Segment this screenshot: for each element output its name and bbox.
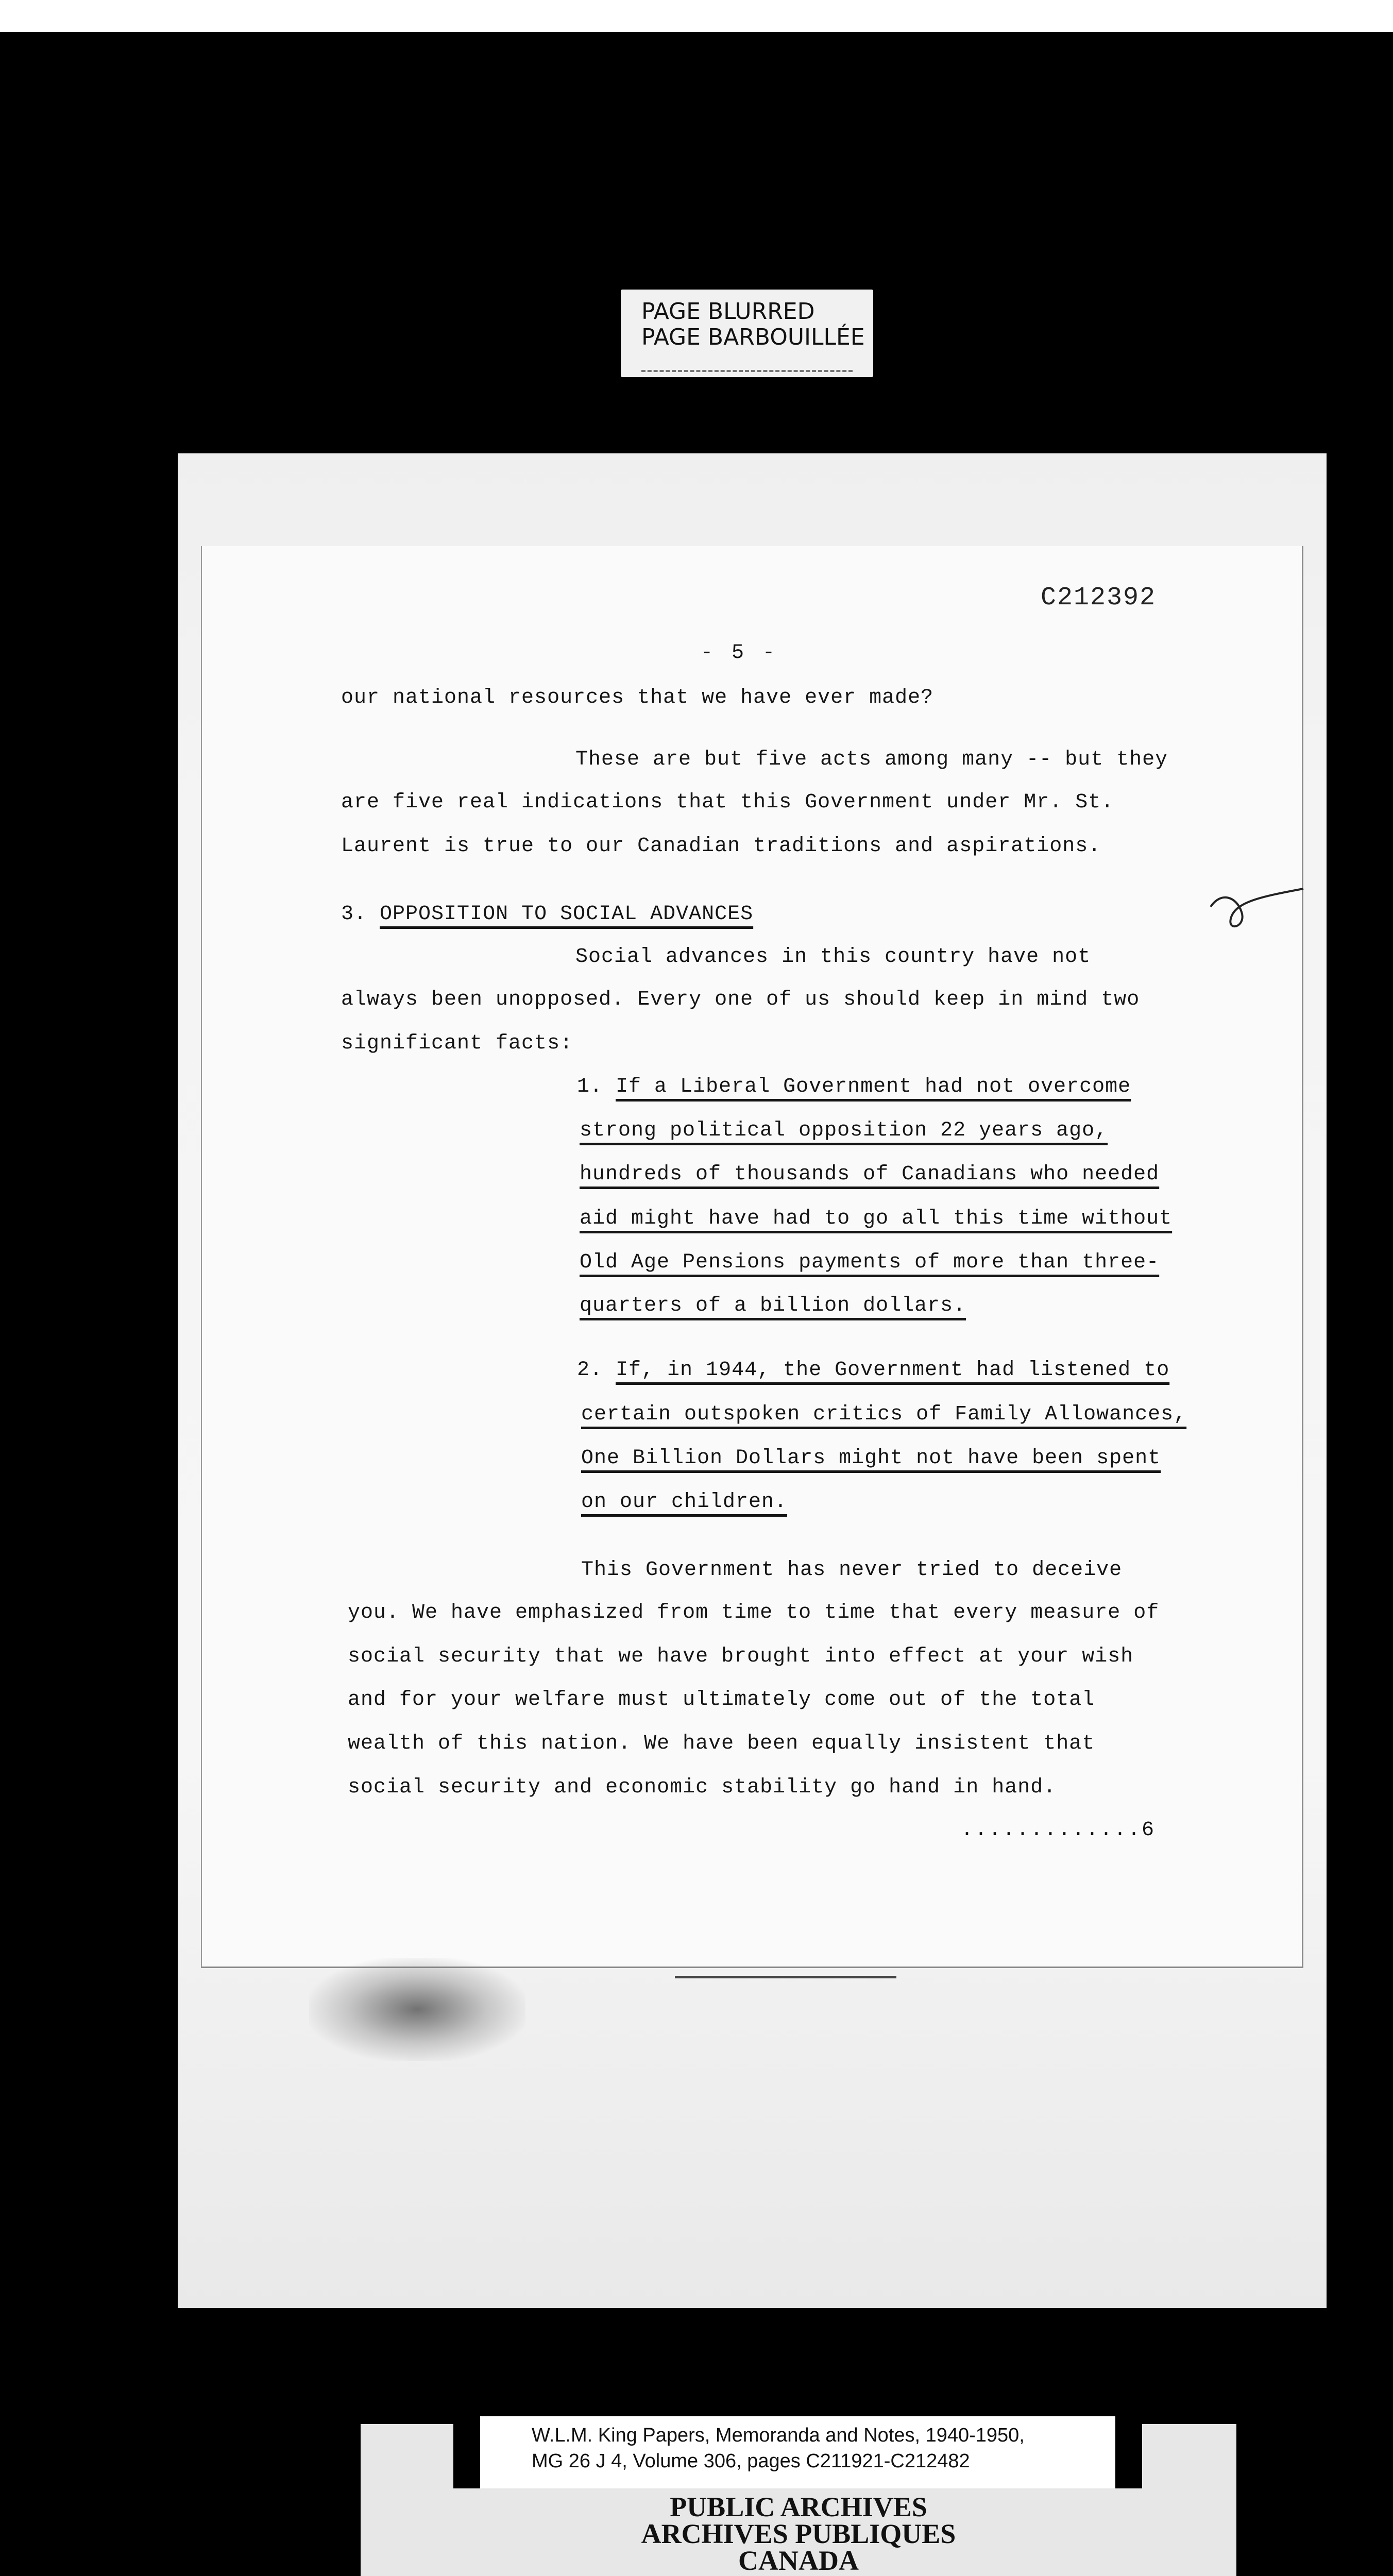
label-line-french: PAGE BARBOUILLÉE — [641, 324, 865, 350]
body-line-8: This Government has never tried to deceive — [581, 1558, 1123, 1582]
bottom-rule — [675, 1976, 896, 1978]
fact-1-number: 1. — [577, 1075, 603, 1098]
archive-name — [361, 2494, 1236, 2574]
section-title: OPPOSITION TO SOCIAL ADVANCES — [380, 903, 754, 926]
body-line-4: Laurent is true to our Canadian traditions and aspirations. — [341, 835, 1101, 858]
top-margin-strip — [0, 0, 1393, 32]
fact-1-line-6: quarters of a billion dollars. — [580, 1294, 966, 1317]
archive-name-french: ARCHIVES PUBLIQUES — [641, 2518, 956, 2549]
body-line-10: social security that we have brought into effect at your wish — [348, 1645, 1134, 1668]
fact-2-line-1: If, in 1944, the Government had listened to — [616, 1359, 1170, 1382]
archive-caption — [480, 2416, 1115, 2488]
fact-1-line-5: Old Age Pensions payments of more than three- — [580, 1251, 1160, 1274]
fact-2-first-line — [577, 1359, 1169, 1382]
archive-name-english: PUBLIC ARCHIVES — [670, 2492, 927, 2522]
body-line-5: Social advances in this country have not — [575, 945, 1091, 969]
fact-1-line-3: hundreds of thousands of Canadians who needed — [580, 1163, 1160, 1186]
caption-tab-right — [1115, 2416, 1142, 2488]
caption-tab-left — [453, 2416, 480, 2488]
fact-1-first-line — [577, 1075, 1131, 1098]
label-line-english: PAGE BLURRED — [641, 298, 815, 325]
fact-1-line-4: aid might have had to go all this time without — [580, 1207, 1173, 1230]
body-line-13: social security and economic stability go hand in hand. — [348, 1776, 1057, 1799]
body-line-12: wealth of this nation. We have been equally insistent that — [348, 1732, 1095, 1755]
archive-caption-line-2: MG 26 J 4, Volume 306, pages C211921-C212482 — [532, 2450, 970, 2472]
body-line-7: significant facts: — [341, 1032, 573, 1055]
fact-1-line-1: If a Liberal Government had not overcome — [616, 1075, 1131, 1098]
body-line-2: These are but five acts among many -- but they — [575, 748, 1168, 771]
section-number: 3. — [341, 903, 367, 926]
continuation-marker: .............6 — [961, 1819, 1156, 1842]
fact-2-line-2: certain outspoken critics of Family Allowances, — [581, 1403, 1187, 1426]
body-line-3: are five real indications that this Government under Mr. St. — [341, 791, 1114, 814]
archive-name-country: CANADA — [738, 2545, 859, 2576]
fact-2-number: 2. — [577, 1359, 603, 1382]
fact-1-line-2: strong political opposition 22 years ago, — [580, 1119, 1108, 1142]
body-line-6: always been unopposed. Every one of us should keep in mind two — [341, 988, 1140, 1011]
archive-caption-line-1: W.L.M. King Papers, Memoranda and Notes, 1940-1950, — [532, 2425, 1025, 2446]
handwritten-mark — [1205, 876, 1309, 943]
document-number: C212392 — [1041, 583, 1157, 613]
fact-2-line-3: One Billion Dollars might not have been spent — [581, 1447, 1161, 1470]
fact-2-line-4: on our children. — [581, 1490, 788, 1514]
section-heading — [341, 903, 753, 926]
body-line-1: our national resources that we have ever made? — [341, 686, 934, 709]
body-line-9: you. We have emphasized from time to time that every measure of — [348, 1601, 1160, 1624]
label-dashes — [641, 370, 853, 372]
body-line-11: and for your welfare must ultimately come out of the total — [348, 1688, 1095, 1711]
page-number: - 5 - — [701, 641, 778, 665]
scan-smudge — [309, 1958, 525, 2061]
page-blurred-label — [621, 290, 873, 377]
